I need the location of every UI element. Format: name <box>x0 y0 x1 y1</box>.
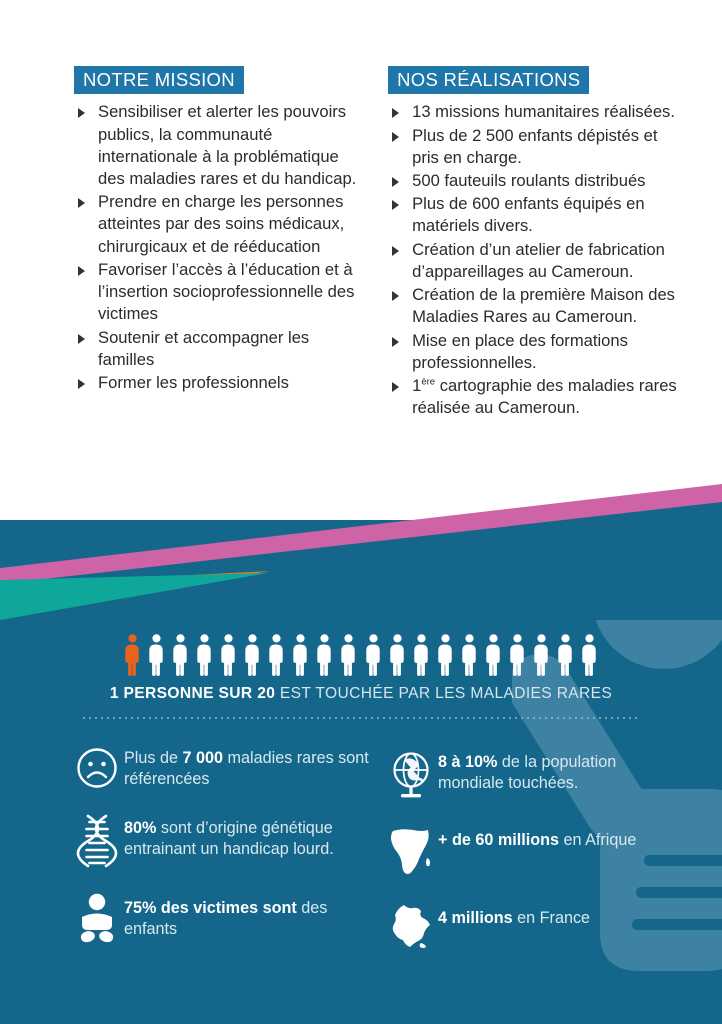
france-map-icon <box>384 901 438 951</box>
pictogram-caption <box>0 685 722 703</box>
person-icon <box>291 634 310 676</box>
stat-bold: + de 60 millions <box>438 831 560 849</box>
list-item-label: 13 missions humanitaires réalisées. <box>412 102 675 122</box>
list-item-label: Création d’un atelier de fabrication d’appareillages au Cameroun. <box>412 239 665 281</box>
stat-bold: 75% des victimes sont <box>124 899 297 918</box>
stat-text <box>438 823 636 851</box>
stats-column-right <box>384 745 684 973</box>
list-item-label: Plus de 2 500 enfants dépistés et pris en charge. <box>412 125 658 167</box>
mission-list <box>74 101 358 394</box>
bullet-arrow-icon <box>392 200 399 210</box>
list-item-label: Favoriser l’accès à l’éducation et à l’insertion socioprofessionnelle des victimes <box>98 259 355 324</box>
bullet-arrow-icon <box>392 382 399 392</box>
list-item-label: Former les professionnels <box>98 373 289 393</box>
bullet-arrow-icon <box>78 379 85 389</box>
stat-post: maladies rares sont référencées <box>124 749 369 788</box>
person-icon <box>436 634 455 676</box>
sad-face-icon <box>70 745 124 789</box>
stat-text <box>124 811 370 859</box>
person-icon <box>147 634 166 676</box>
list-item <box>74 327 358 371</box>
baby-icon <box>70 891 124 943</box>
stat-bold: 4 millions <box>438 909 513 927</box>
bullet-arrow-icon <box>392 337 399 347</box>
list-item <box>388 284 682 328</box>
pictogram-caption-bold: 1 PERSONNE SUR 20 <box>109 685 276 702</box>
stat-post: sont d’origine génétique entrainant un handicap lourd. <box>124 819 334 859</box>
person-icon <box>243 634 262 676</box>
list-item-label: Mise en place des formations professionnelles. <box>412 330 628 372</box>
person-icon <box>339 634 358 676</box>
achievements-list <box>388 101 682 419</box>
list-item <box>74 372 358 394</box>
person-icon-highlighted <box>123 634 142 676</box>
stat-post: de la population mondiale touchées. <box>438 753 617 792</box>
stat-item <box>70 745 370 789</box>
bullet-arrow-icon <box>392 291 399 301</box>
stat-text <box>438 749 684 793</box>
bullet-arrow-icon <box>392 108 399 118</box>
list-item <box>74 259 358 326</box>
mission-column <box>74 66 358 421</box>
stat-pre: Plus de <box>124 749 183 767</box>
list-item-label: 1ère cartographie des maladies rares réalisée au Cameroun. <box>412 376 677 418</box>
stat-text <box>124 745 370 789</box>
stat-item <box>384 823 684 879</box>
person-icon <box>556 634 575 676</box>
bullet-arrow-icon <box>78 266 85 276</box>
person-icon <box>267 634 286 676</box>
stat-text <box>438 901 590 929</box>
list-item-label: Soutenir et accompagner les familles <box>98 327 310 369</box>
bullet-arrow-icon <box>78 334 85 344</box>
stat-post: en France <box>512 909 591 927</box>
list-item <box>388 239 682 283</box>
person-icon <box>460 634 479 676</box>
stats-column-left <box>70 745 370 973</box>
diagonal-color-bands <box>0 440 722 620</box>
stat-bold: 7 000 <box>182 749 224 767</box>
list-item-label: Plus de 600 enfants équipés en matériels divers. <box>412 194 645 236</box>
stat-item <box>70 811 370 869</box>
bullet-arrow-icon <box>392 177 399 187</box>
stat-item <box>384 749 684 801</box>
people-pictogram <box>0 634 722 676</box>
achievements-badge: NOS RÉALISATIONS <box>388 66 589 94</box>
list-item <box>388 101 682 123</box>
bullet-arrow-icon <box>392 246 399 256</box>
person-icon <box>532 634 551 676</box>
person-icon <box>388 634 407 676</box>
list-item <box>74 191 358 258</box>
stat-bold: 80% <box>124 819 157 838</box>
mission-badge: NOTRE MISSION <box>74 66 244 94</box>
list-item <box>388 193 682 237</box>
africa-map-icon <box>384 823 438 879</box>
person-icon <box>219 634 238 676</box>
list-item-label: Prendre en charge les personnes atteintes par des soins médicaux, chirurgicaux et de rééducation <box>98 192 345 256</box>
person-icon <box>508 634 527 676</box>
bullet-arrow-icon <box>78 198 85 208</box>
person-icon <box>484 634 503 676</box>
achievements-column <box>388 66 682 421</box>
list-item <box>388 375 682 419</box>
list-item <box>388 170 682 192</box>
two-column-lists <box>0 0 722 421</box>
list-item-label: 500 fauteuils roulants distribués <box>412 170 646 190</box>
dna-icon <box>70 811 124 869</box>
stat-item <box>70 891 370 943</box>
bullet-arrow-icon <box>78 108 85 118</box>
person-icon <box>171 634 190 676</box>
stat-post: en Afrique <box>559 831 637 849</box>
person-icon <box>364 634 383 676</box>
stat-post: des enfants <box>124 899 328 939</box>
stat-bold: 8 à 10% <box>438 753 498 771</box>
list-item <box>388 125 682 169</box>
person-icon <box>195 634 214 676</box>
stat-item <box>384 901 684 951</box>
list-item-label: Création de la première Maison des Maladies Rares au Cameroun. <box>412 285 675 327</box>
pictogram-caption-rest: EST TOUCHÉE PAR LES MALADIES RARES <box>275 685 613 702</box>
stat-text <box>124 891 370 939</box>
bullet-arrow-icon <box>392 132 399 142</box>
list-item-label: Sensibiliser et alerter les pouvoirs publics, la communauté internationale à la problématique des maladies rares et du handicap. <box>98 102 357 188</box>
person-icon <box>315 634 334 676</box>
statistics-area <box>0 719 722 973</box>
person-icon <box>580 634 599 676</box>
list-item <box>74 101 358 190</box>
globe-icon <box>384 749 438 801</box>
ordinal-suffix: ère <box>421 376 436 388</box>
person-icon <box>412 634 431 676</box>
list-item <box>388 330 682 374</box>
